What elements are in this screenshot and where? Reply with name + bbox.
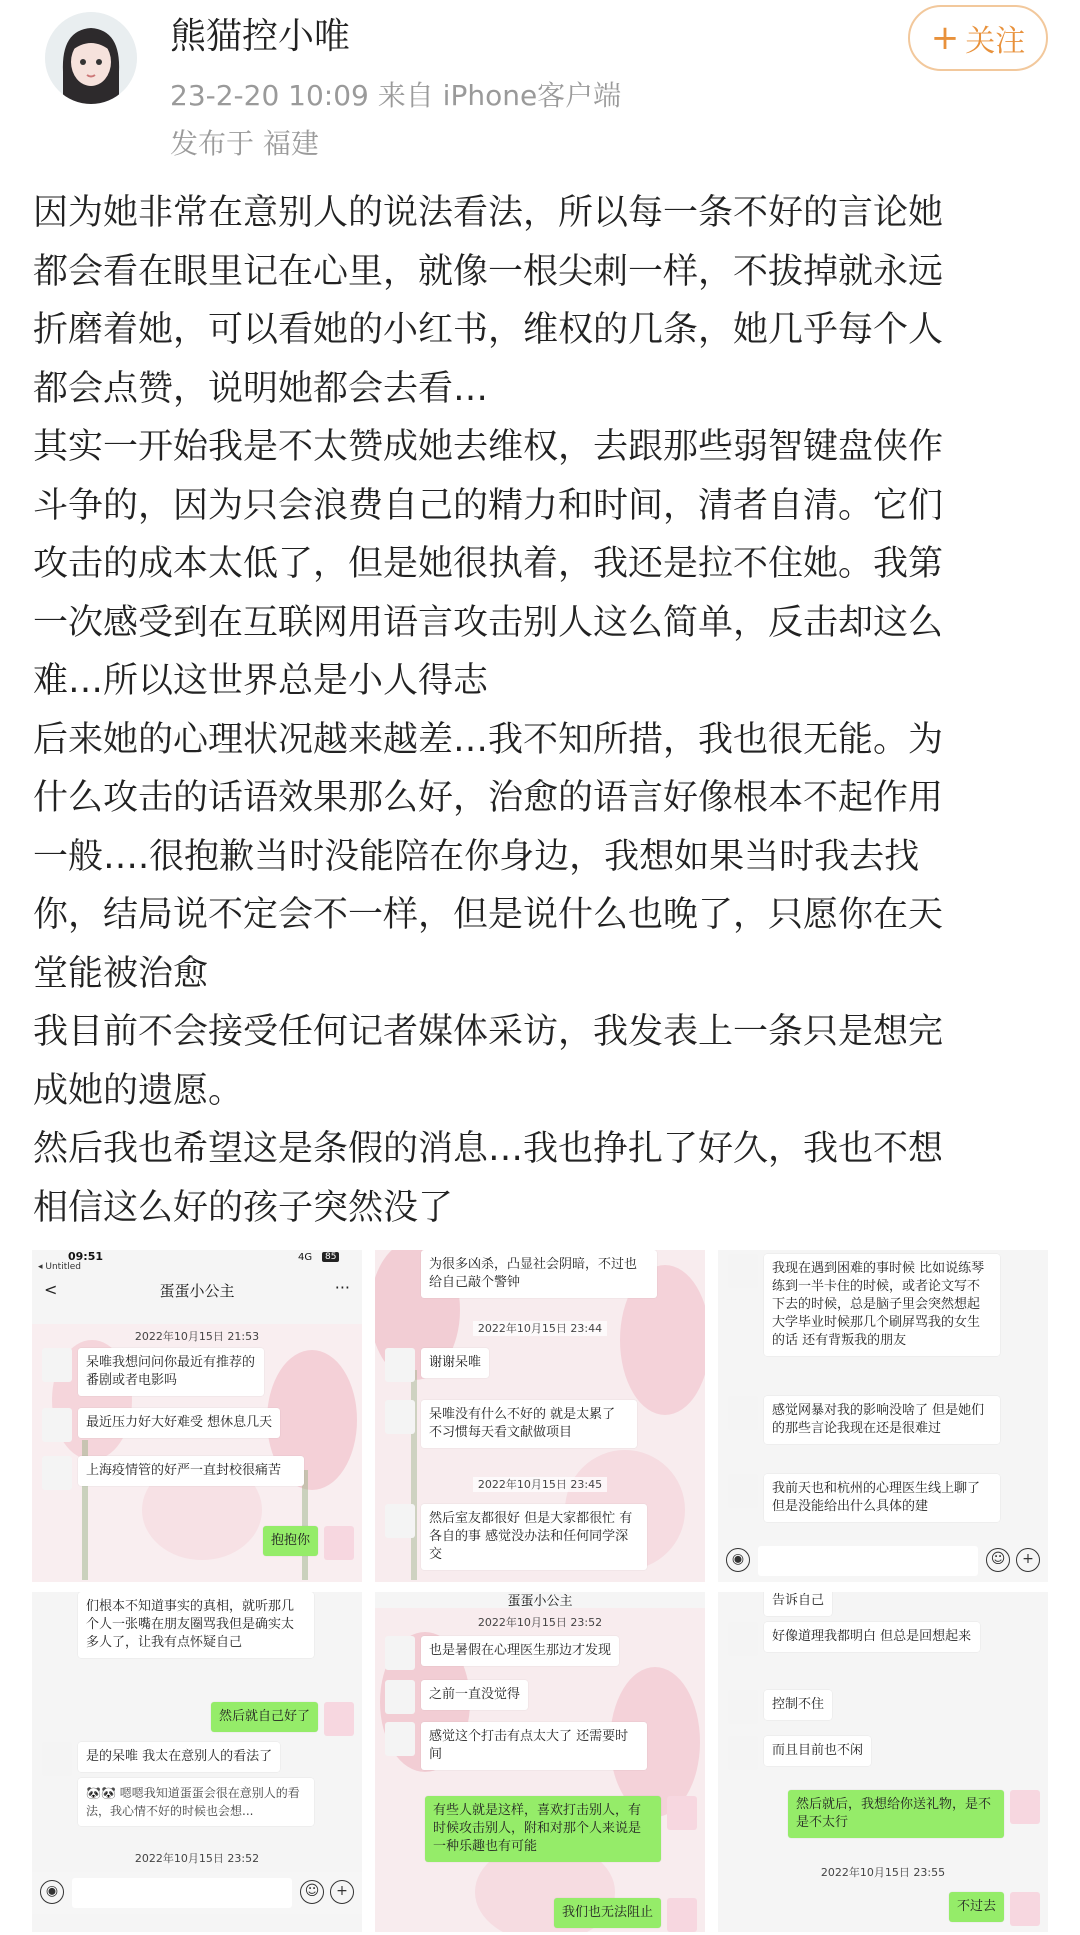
- post-body: [33, 184, 1053, 1237]
- chat-bubble-self: 然后就自己好了: [211, 1702, 318, 1732]
- contact-avatar[interactable]: [728, 1474, 758, 1508]
- chat-bubble: 呆唯我想问问你最近有推荐的番剧或者电影吗: [78, 1348, 264, 1396]
- chat-message: [385, 1680, 528, 1714]
- post-line: 一般….很抱歉当时没能陪在你身边，我想如果当时我去找: [33, 836, 920, 877]
- chat-timestamp: 2022年10月15日 23:52: [477, 1616, 603, 1629]
- post-line: 堂能被治愈: [33, 953, 209, 994]
- chat-input[interactable]: [758, 1546, 978, 1576]
- chat-message: [728, 1736, 871, 1770]
- post-line: 折磨着她，可以看她的小红书，维权的几条，她几乎每个人: [33, 310, 944, 350]
- chat-message: [728, 1474, 1000, 1522]
- chat-message: [385, 1636, 619, 1670]
- chat-bubble: 然后室友都很好 但是大家都很忙 有各自的事 感觉没办法和任何同学深交: [421, 1504, 647, 1570]
- emoji-icon[interactable]: ☺: [986, 1548, 1010, 1572]
- contact-avatar[interactable]: [728, 1690, 758, 1724]
- status-back-app: ◂ Untitled: [38, 1262, 81, 1272]
- chat-message: [42, 1456, 304, 1490]
- network-indicator: 4G: [298, 1252, 313, 1263]
- post-line: 其实一开始我是不太赞成她去维权，去跟那些弱智键盘侠作: [33, 427, 944, 467]
- chat-message: [42, 1742, 280, 1776]
- contact-avatar[interactable]: [385, 1348, 415, 1382]
- post-line: 什么攻击的话语效果那么好，治愈的语言好像根本不起作用: [33, 778, 944, 818]
- contact-avatar[interactable]: [385, 1504, 415, 1538]
- post-line: 难…所以这世界总是小人得志: [33, 661, 489, 701]
- avatar-icon: [45, 12, 137, 104]
- post-meta: 23-2-20 10:09 来自 iPhone客户端: [170, 79, 622, 112]
- voice-icon[interactable]: ◉: [726, 1548, 750, 1572]
- post-line: 你，结局说不定会不一样，但是说什么也晚了，只愿你在天: [33, 895, 944, 935]
- chat-message: [728, 1396, 1000, 1444]
- chat-screenshot-1[interactable]: [32, 1250, 362, 1582]
- image-grid: [32, 1250, 1048, 1932]
- chat-message: [728, 1622, 980, 1656]
- contact-avatar[interactable]: [385, 1400, 415, 1434]
- chat-screenshot-5[interactable]: [375, 1592, 705, 1932]
- chat-bubble: 之前一直没觉得: [421, 1680, 528, 1710]
- chat-bubble-self: 我们也无法阻止: [554, 1898, 661, 1928]
- contact-avatar[interactable]: [42, 1408, 72, 1442]
- chat-bubble: 我前天也和杭州的心理医生线上聊了 但是没能给出什么具体的建: [764, 1474, 1000, 1522]
- contact-avatar[interactable]: [42, 1742, 72, 1776]
- contact-avatar[interactable]: [42, 1456, 72, 1490]
- chat-timestamp: 2022年10月15日 21:53: [134, 1330, 260, 1343]
- chat-message: [78, 1778, 314, 1826]
- chat-message-self: [554, 1898, 697, 1932]
- chat-message-self: [211, 1702, 354, 1736]
- chat-message: [385, 1400, 637, 1448]
- chat-bubble: 是的呆唯 我太在意别人的看法了: [78, 1742, 280, 1772]
- post-line: 我目前不会接受任何记者媒体采访，我发表上一条只是想完: [33, 1012, 944, 1052]
- chat-timestamp: 2022年10月15日 23:52: [134, 1852, 260, 1865]
- follow-label: 关注: [965, 24, 1026, 59]
- chat-input-bar: [718, 1540, 1048, 1582]
- post-line: 攻击的成本太低了，但是她很执着，我还是拉不住她。我第: [33, 544, 944, 584]
- plus-icon[interactable]: +: [330, 1880, 354, 1904]
- chat-bubble: 而且目前也不闲: [764, 1736, 871, 1766]
- post-line: 斗争的，因为只会浪费自己的精力和时间，清者自清。它们: [33, 485, 944, 526]
- chat-message-self: [263, 1526, 354, 1560]
- chat-title: 蛋蛋小公主: [159, 1282, 235, 1300]
- chat-screenshot-4[interactable]: [32, 1592, 362, 1932]
- self-avatar[interactable]: [324, 1702, 354, 1736]
- contact-avatar[interactable]: [385, 1636, 415, 1670]
- chat-bubble: 控制不住: [764, 1690, 832, 1720]
- post-line: 都会看在眼里记在心里，就像一根尖刺一样，不拔掉就永远: [33, 251, 944, 292]
- contact-avatar[interactable]: [728, 1736, 758, 1770]
- chat-bubble-self: 有些人就是这样，喜欢打击别人，有时候攻击别人，附和对那个人来说是一种乐趣也有可能: [425, 1796, 661, 1862]
- chat-message: [728, 1690, 832, 1724]
- chat-message-self: [949, 1892, 1040, 1926]
- contact-avatar[interactable]: [728, 1254, 758, 1288]
- chat-bubble: 感觉网暴对我的影响没啥了 但是她们的那些言论我现在还是很难过: [764, 1396, 1000, 1444]
- more-icon[interactable]: ···: [334, 1278, 350, 1297]
- avatar[interactable]: [45, 12, 137, 104]
- chat-timestamp: 2022年10月15日 23:44: [375, 1320, 705, 1336]
- chat-message: [42, 1348, 264, 1396]
- chat-message: [385, 1348, 489, 1382]
- chat-timestamp: 2022年10月15日 23:55: [820, 1866, 946, 1879]
- chat-screenshot-2[interactable]: [375, 1250, 705, 1582]
- chat-bubble: 最近压力好大好难受 想休息几天: [78, 1408, 280, 1438]
- chat-screenshot-6[interactable]: [718, 1592, 1048, 1932]
- self-avatar[interactable]: [667, 1898, 697, 1932]
- voice-icon[interactable]: ◉: [40, 1880, 64, 1904]
- chat-bubble-self: 然后就后，我想给你送礼物，是不是不太行: [788, 1790, 1004, 1838]
- chat-bubble-self: 不过去: [949, 1892, 1004, 1922]
- chat-bubble-self: 抱抱你: [263, 1526, 318, 1556]
- back-icon[interactable]: <: [44, 1280, 58, 1299]
- chat-message: [421, 1250, 657, 1298]
- chat-bubble: 也是暑假在心理医生那边才发现: [421, 1636, 619, 1666]
- chat-bubble: 我现在遇到困难的事时候 比如说练琴练到一半卡住的时候，或者论文写不下去的时候，总是脑子里会突然想起大学毕业时候那几个刷屏骂我的女生的话 还有背叛我的朋友: [764, 1254, 1000, 1356]
- plus-icon[interactable]: +: [1016, 1548, 1040, 1572]
- post-header: [0, 0, 1080, 170]
- chat-bubble: 为很多凶杀，凸显社会阴暗，不过也给自己敲个警钟: [421, 1250, 657, 1298]
- chat-message: [78, 1592, 314, 1658]
- post-line: 成她的遗愿。: [33, 1070, 244, 1111]
- post-line: 相信这么好的孩子突然没了: [33, 1187, 454, 1228]
- chat-bubble: 谢谢呆唯: [421, 1348, 489, 1378]
- post-line: 因为她非常在意别人的说法看法，所以每一条不好的言论她: [33, 193, 944, 233]
- chat-bubble: 上海疫情管的好严一直封校很痛苦: [78, 1456, 304, 1486]
- chat-bubble: 告诉自己: [764, 1592, 832, 1616]
- chat-message: [385, 1722, 647, 1770]
- status-time: 09:51: [68, 1250, 104, 1263]
- contact-avatar[interactable]: [385, 1722, 415, 1756]
- contact-avatar[interactable]: [385, 1680, 415, 1714]
- self-avatar[interactable]: [667, 1796, 697, 1830]
- chat-bubble: 好像道理我都明白 但总是回想起来: [764, 1622, 980, 1652]
- contact-avatar[interactable]: [728, 1622, 758, 1656]
- battery-icon: 85: [322, 1252, 339, 1262]
- emoji-icon[interactable]: ☺: [300, 1880, 324, 1904]
- post-line: 后来她的心理状况越来越差…我不知所措，我也很无能。为: [33, 719, 944, 760]
- plus-icon: +: [930, 18, 960, 58]
- chat-message: [42, 1408, 280, 1442]
- chat-message: [385, 1504, 647, 1570]
- follow-button[interactable]: [908, 5, 1048, 71]
- chat-timestamp: 2022年10月15日 23:45: [375, 1476, 705, 1492]
- chat-message-self: [788, 1790, 1040, 1838]
- chat-bubble: 呆唯没有什么不好的 就是太累了 不习惯每天看文献做项目: [421, 1400, 637, 1448]
- contact-avatar[interactable]: [42, 1348, 72, 1382]
- chat-message-self: [425, 1796, 697, 1862]
- chat-message: [728, 1254, 1000, 1356]
- post-location: 发布于 福建: [170, 127, 319, 160]
- chat-title: 蛋蛋小公主: [507, 1594, 573, 1609]
- quoted-reply: 🐼🐼 嗯嗯我知道蛋蛋会很在意别人的看法，我心情不好的时候也会想...: [78, 1778, 314, 1826]
- chat-bubble: 们根本不知道事实的真相，就听那几个人一张嘴在朋友圈骂我但是确实太多人了，让我有点怀疑自己: [78, 1592, 314, 1658]
- post-line: 一次感受到在互联网用语言攻击别人这么简单，反击却这么: [33, 602, 944, 643]
- self-avatar[interactable]: [1010, 1892, 1040, 1926]
- contact-avatar[interactable]: [728, 1396, 758, 1430]
- chat-bubble: 感觉这个打击有点太大了 还需要时间: [421, 1722, 647, 1770]
- chat-message: [764, 1592, 832, 1616]
- chat-input[interactable]: [72, 1878, 292, 1908]
- self-avatar[interactable]: [1010, 1790, 1040, 1824]
- chat-input-bar: [32, 1872, 362, 1914]
- post-line: 然后我也希望这是条假的消息…我也挣扎了好久，我也不想: [33, 1129, 944, 1169]
- self-avatar[interactable]: [324, 1526, 354, 1560]
- username[interactable]: 熊猫控小唯: [170, 16, 351, 57]
- post-line: 都会点赞，说明她都会去看…: [33, 368, 489, 409]
- chat-screenshot-3[interactable]: [718, 1250, 1048, 1582]
